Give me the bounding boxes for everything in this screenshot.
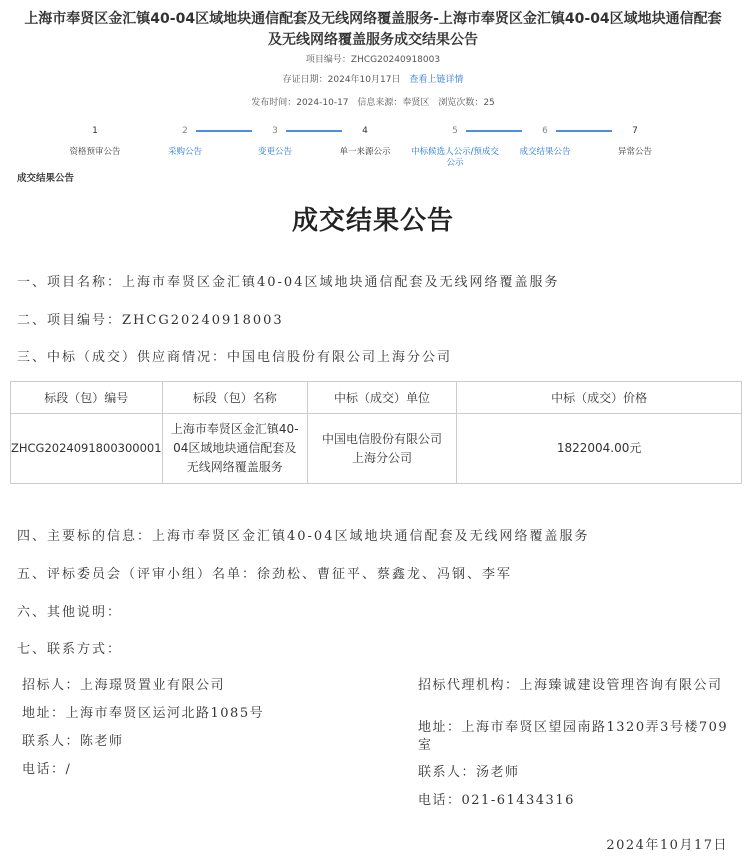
step-candidate[interactable]: 5 中标候选人公示/预成交公示 bbox=[410, 125, 500, 169]
step-prequal: 1 资格预审公告 bbox=[69, 126, 121, 157]
section-tag: 成交结果公告 bbox=[17, 173, 75, 184]
step-single-source: 4 单一来源公示 bbox=[339, 126, 391, 157]
cell-code: ZHCG2024091800300001 bbox=[11, 414, 163, 484]
step-abnormal: 7 异常公告 bbox=[617, 126, 652, 157]
main-title: 成交结果公告 bbox=[291, 206, 454, 236]
deposit-date: 存证日期：2024年10月17日 bbox=[282, 75, 401, 85]
view-count: 浏览次数：25 bbox=[438, 98, 495, 108]
info-source: 信息来源：奉贤区 bbox=[357, 98, 430, 108]
tenderer-address: 地址：上海市奉贤区运河北路1085号 bbox=[22, 706, 265, 721]
main-subject: 四、主要标的信息：上海市奉贤区金汇镇40-04区域地块通信配套及无线网络覆盖服务 bbox=[17, 529, 590, 544]
process-steps bbox=[50, 125, 700, 175]
page-title: 上海市奉贤区金汇镇40-04区域地块通信配套及无线网络覆盖服务-上海市奉贤区金汇镇40-04区域地块通信配套及无线网络覆盖服务成交结果公告 bbox=[24, 11, 722, 48]
contact-heading: 七、联系方式： bbox=[17, 642, 123, 657]
step-procurement[interactable]: 2 采购公告 bbox=[140, 125, 230, 158]
project-name: 一、项目名称：上海市奉贤区金汇镇40-04区域地块通信配套及无线网络覆盖服务 bbox=[17, 275, 560, 290]
step-result[interactable]: 6 成交结果公告 bbox=[500, 125, 590, 158]
cell-unit: 中国电信股份有限公司上海分公司 bbox=[307, 414, 456, 484]
cell-price: 1822004.00元 bbox=[457, 414, 742, 484]
publish-info bbox=[0, 95, 746, 108]
result-table bbox=[10, 381, 742, 484]
committee-list: 五、评标委员会（评审小组）名单：徐劲松、曹征平、蔡鑫龙、冯钢、李军 bbox=[17, 567, 513, 582]
cell-name: 上海市奉贤区金汇镇40-04区域地块通信配套及无线网络覆盖服务 bbox=[162, 414, 307, 484]
agency-phone: 电话：021-61434316 bbox=[418, 793, 575, 808]
other-notes: 六、其他说明： bbox=[17, 605, 123, 620]
col-header-price: 中标（成交）价格 bbox=[457, 382, 742, 414]
agency-contact: 联系人：汤老师 bbox=[418, 765, 520, 780]
col-header-code: 标段（包）编号 bbox=[11, 382, 163, 414]
table-header-row bbox=[11, 382, 742, 414]
tenderer-name: 招标人：上海璟贤置业有限公司 bbox=[22, 678, 226, 693]
tenderer-phone: 电话：/ bbox=[22, 762, 72, 777]
agency-name: 招标代理机构：上海臻诚建设管理咨询有限公司 bbox=[418, 678, 723, 693]
col-header-unit: 中标（成交）单位 bbox=[307, 382, 456, 414]
step-change[interactable]: 3 变更公告 bbox=[230, 125, 320, 158]
table-row bbox=[11, 414, 742, 484]
publish-time: 发布时间：2024-10-17 bbox=[251, 98, 349, 108]
project-code-line: 项目编号：ZHCG20240918003 bbox=[305, 55, 441, 65]
col-header-name: 标段（包）名称 bbox=[162, 382, 307, 414]
deposit-info bbox=[0, 72, 746, 85]
supplier-info: 三、中标（成交）供应商情况：中国电信股份有限公司上海分公司 bbox=[17, 350, 453, 365]
tenderer-contact: 联系人：陈老师 bbox=[22, 734, 124, 749]
footer-date: 2024年10月17日 bbox=[606, 838, 728, 853]
agency-address: 地址：上海市奉贤区望园南路1320弄3号楼709室 bbox=[418, 720, 729, 753]
project-code: 二、项目编号：ZHCG20240918003 bbox=[17, 313, 284, 328]
chain-details-link[interactable]: 查看上链详情 bbox=[409, 75, 464, 85]
